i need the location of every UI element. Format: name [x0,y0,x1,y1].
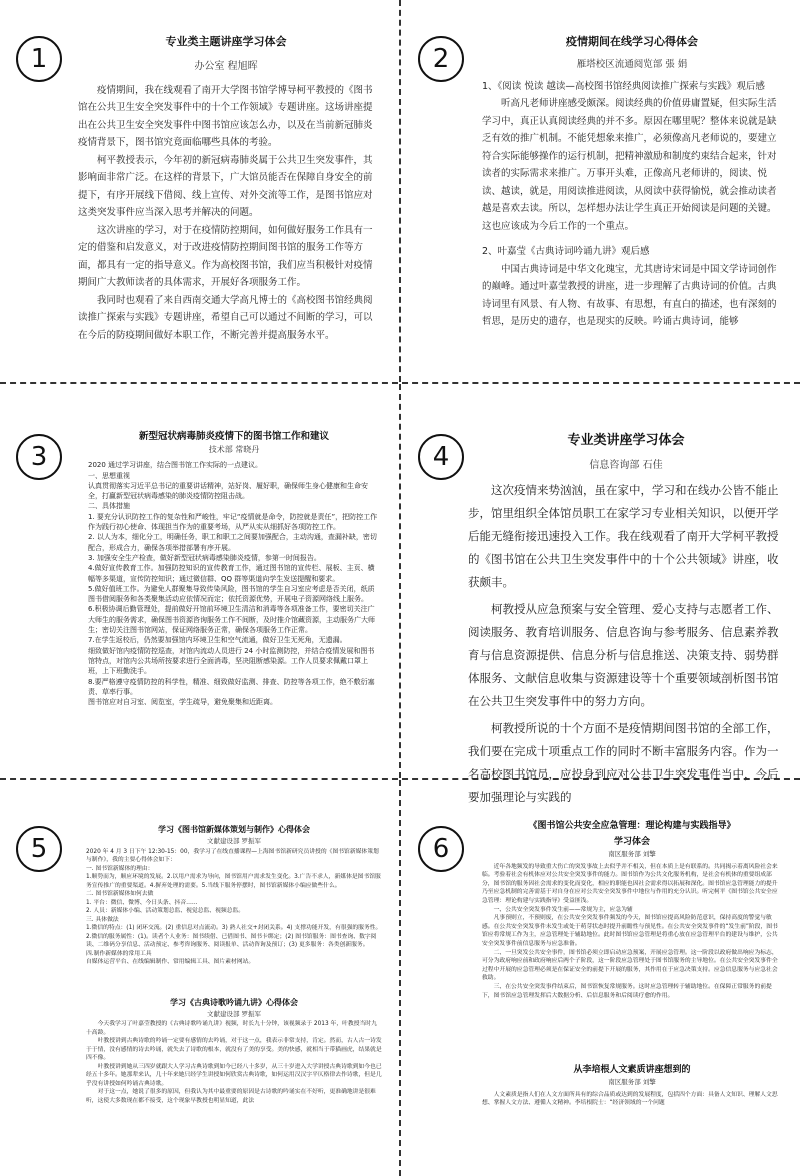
text-line: 四.制作新媒体的常用工具 [86,950,152,957]
text-line: 7.在学生返校后，仍然要加强馆内环境卫生和空气流通，做好卫生无死角，无遗漏。 [88,636,347,645]
document-title: 新型冠状病毒肺炎疫情下的图书馆工作和建议 [138,431,329,442]
paragraph: 我同时也观看了来自西南交通大学高凡博士的《高校图书馆经典阅读推广探索与实践》专题讲座，希望自己可以通过不间断的学习，可以在今后的防疫期间做好本职工作，不断完善并提高服务水平。 [78,294,373,341]
article-title: 从李培根人文素质讲座想到的 [573,1065,691,1076]
panel-number-badge: 5 [16,826,62,872]
spacer [482,235,782,243]
document-author: 雁塔校区流通阅览部 張 娟 [576,59,688,70]
article-title: 学习《古典诗歌吟诵九讲》心得体会 [170,997,298,1007]
paragraph: 今天我学习了叶嘉莹教授的《古典诗歌吟诵九讲》视频，时长九十分钟，该视频录于 2013 年，叶教授当时九十高龄。 [86,1021,377,1036]
section-heading: 2、叶嘉莹《古典诗词吟诵九讲》观后感 [482,246,650,257]
text-line: 1.顺势而为，顺应环境的发展。2.以用户需求为导向，图书馆用户需求发生变化。3.广告不求人，新媒体是图书馆服务宣传推广的重要渠道。4.摒弃处理的需要。5.当线下服务停摆时，图书馆新媒体小编应做些什么。 [86,874,381,889]
paragraph: 这次讲座的学习，对于在疫情防控期间，如何做好服务工作具有一定的借鉴和启发意义，对于改进疫情防控期间图书馆的服务工作等方面，都具有一定的指导意义。作为高校图书馆，我们应当积极针对疫情期间广大教师读者的具体需求，开展好各项服务工作。 [78,224,373,288]
text-line: 1.微信的特点：(1) 闭环交流。(2) 重信息对点流动。3) 熟人社交+封闭关系。4) 支撑功能开发，有很强的服务性。 [86,925,382,931]
paragraph: 二、一旦突发公共安全事件，图书馆必须立即启动应急预案，开展应急管理。这一阶段以政府做出响应为标志，可分为政府响应前和政府响应后两个子阶段，这一阶段应急管理处于图书馆服务的主导地位。在公共安全突发事件全过程中开展的应急管理必须是在保证安全的前提下开展的服务，其作用在于应急决策支持。应急信息服务与应急社会救助。 [482,949,778,982]
text-line: 1. 要充分认识防控工作的复杂性和严峻性，牢记“疫情就是命令，防控就是责任”，把防控工作作为践行初心使命、体现担当作为的重要考场，从严从实从细抓好各项防控工作。 [88,512,378,532]
panel-number-badge: 4 [418,434,464,480]
text-line: 一. 图书馆新媒体的理由： [86,865,154,872]
paragraph: 听高凡老师讲座感受颇深。阅读经典的价值毋庸置疑，但实际生活学习中，真正认真阅读经典的并不多。原因在哪里呢？整体来说就是缺乏有效的推广机制。不能凭想象来推广，必须像高凡老师说的，要建立符合实际能够操作的运行机制，把精神激励和制度约束结合起来，针对读者的实际需求来推广。万事开头难，正像高凡老师讲的，阅读、悦读、越读，就是，用阅读推进阅读，从阅读中获得愉悦，就会推动读者越是喜欢去读。所以，怎样想办法让学生真正开始阅读是问题的关键。这也应该成为今后工作的一个重点。 [482,98,777,232]
article-author: 文献建设部 罗振军 [206,1009,262,1018]
paragraph: 人文素质是指人们在人文方面所具有的综合品质或达到的发展程度，包括四个方面：具备人文知识、理解人文思想、掌握人文方法、遵循人文精神。李培根院士：“经济领域的一个问题 [482,1091,778,1107]
text-line: 5.做好值班工作。为避免人群聚集导致传染风险，图书馆的学生自习室应考虑是否关闭，纸质图书借阅服务和各类聚集活动应依情况而定；依托资源优势，开展电子资源网络线上服务。 [88,584,375,604]
column-divider-1 [399,0,401,382]
article-subtitle: 学习体会 [613,837,650,847]
panel-3-document [88,430,380,772]
paragraph: 这次疫情来势汹汹，虽在家中，学习和在线办公皆不能止步，馆里组织全体馆员职工在家学习专业相关知识，以便开学后能无缝衔接迅速投入工作。我在线观看了南开大学柯平教授的《图书馆在公共卫生突发事件中的十个公共领域》讲座，收获颇丰。 [468,483,779,589]
panel-1-document [78,34,374,374]
paragraph: 叶教授讲到古典诗歌的吟诵一定要有感情的去吟诵，对于这一点，我表示非常支持，肯定。然而，古人古一诗发于于情，没有感情的诗去吟诵，就失去了诗歌的根本，就没有了美的享受。美的快感，就相当于带猫画虎，结果就是四不像。 [86,1038,382,1061]
panel-number-badge: 3 [16,434,62,480]
text-line: 4.做好宣传教育工作。加强防控知识的宣传教育工作，通过图书馆的宣传栏、展板、主页、横幅等多渠道，宣传防控知识；通过微信群、QQ 群等渠道向学生发送提醒和要求。 [88,564,375,583]
paragraph: 柯教授所说的十个方面不是疫情期间图书馆的全部工作，我们要在完成十项重点工作的同时不断丰富服务内容。作为一名高校图书馆员，应投身到应对公共卫生突发事件当中，今后要加强理论与实践的 [468,721,779,804]
panel-number-badge: 2 [418,36,464,82]
paragraph: 柯平教授表示，今年初的新冠病毒肺炎属于公共卫生突发事件，其影响面非常广泛。在这样的背景下，广大馆员能否在保障自身安全的前提下，有序开展线下借阅、线上宣传、对外交流等工作，是图书馆应对这类突发事件应当深入思考并解决的问题。 [78,154,373,218]
document-title: 专业类讲座学习体会 [567,433,685,448]
paragraph: 对于这一点，她说了很多的原因，但我认为其中最重要的原因是古诗歌的吟诵实在不好听，更准确地讲是很难听，这使大多数现在都不接受，这个现象早教授也明显知道，此法 [86,1089,376,1104]
article-author: 南区服务部 刘擎 [608,850,656,858]
paragraph: 三、在公共安全突发事件结束后，图书馆恢复常规服务。这时应急管理转于辅助地位。在保障正常服务的前提下，图书馆应急管理发挥后大数据分析、后信息服务和后阅读疗愈的作用。 [482,983,772,999]
document-author: 信息咨询部 石佳 [589,460,663,471]
paragraph: 叶教授讲到她从三四岁就跟大人学习古典诗歌到如今已经八十多岁，从三十岁进入大学讲授古典诗歌到如今也已经五十多年。她那辈来认，几十年来她只经学生讲授如何欣赏古典诗歌，如何运用汉汉字平仄格律去作诗歌，但是几乎没有讲授如何吟诵古典诗歌。 [86,1063,382,1087]
paragraph: 近年各地频发的导致重大伤亡的突发事故上去似乎并不相关，但在本质上是有联系的。共同揭示着离风险社会来临。考验着社会有机体应对公共安全突发事件的能力。图书馆作为公共文化服务机构，是社会有机体的重要组成部分，图书馆的服务因社会需求的变化而变化，相应的职能也因社会需求得以拓展和深化。图书馆应急管理能力的提升乃至应急机制的完善需基于对自身在应对公共安全突发事件中地位与作用的充分认识。听完柯平《图书馆公共安全应急管理：理论构建与实践指导》受益匪浅。 [482,863,778,904]
document-author: 办公室 程旭晖 [194,61,258,72]
panel-4-document [468,432,784,804]
section-heading: 1、《阅读 悦读 越读—高校图书馆经典阅读推广探索与实践》观后感 [482,80,765,92]
paragraph: 凡事预则立，不预则废，在公共安全突发事件频发的今天，图书馆应提高风险防范意识，保持高度的警觉与敏感。在公共安全突发事件未发生或处于萌芽状态时提升前瞻性与预见性。在公共安全突发事件的“发生前”阶段，图书馆应将常规工作为主，应急管理处于辅助地位。此时图书馆应急管理是将重心放在应急管理平台的建设与维护，公共安全突发事件前信息服务与应急准备。 [482,915,778,947]
document-author: 技术部 常晓丹 [208,445,260,454]
text-line: 图书馆应对自习室、阅览室，学生疏导，避免聚集和近距离。 [88,698,277,707]
text-line: 8.要严格遵守疫情防控的科学性，精准、细致做好监测、排查、防控等各项工作，绝不敷衍塞责、草率行事。 [88,677,375,696]
panel-2-document [482,34,782,374]
text-line: 一、思想重视 [88,471,130,480]
panel-number-badge: 1 [16,36,62,82]
document-title: 疫情期间在线学习心得体会 [566,35,698,48]
text-line: 2020 年 4 月 3 日下午 12:30-15：00，我学习了在线直播课程—上海图书馆新研究员讲授的《图书馆新媒体策划与制作》，我的主要心得体会如下： [86,848,379,863]
text-line: 二、具体措施 [88,502,130,511]
column-divider-2 [399,384,401,778]
article-title: 学习《图书馆新媒体策划与制作》心得体会 [158,825,310,834]
panel-number-badge: 6 [418,826,464,872]
article-author: 南区服务部 刘擎 [608,1078,656,1087]
panel-6-document [482,820,782,1174]
text-line: 6.积极协调后勤管理处，提前做好开馆前环境卫生清洁和消毒等各项准备工作，要密切关注广大师生的服务需求，确保图书资源咨询服务工作不间断，及时推介馆藏资源，主动服务广大师生；密切关注图书馆网站，保证网络服务正常，确保各项服务工作正常。 [88,605,375,635]
article-author: 文献建设部 罗振军 [206,837,262,845]
column-divider-3 [399,780,401,1176]
panel-5-document [86,824,382,1174]
text-line: 细致做好馆内疫情防控巡查，对馆内流动人员进行 24 小时监测防控，并结合疫情发展和图书馆特点，对馆内公共场所按要求进行全面消毒，坚决阻断感染源。工作人员要求佩戴口罩上班，上下班勤洗手。 [88,646,375,676]
document-title: 专业类主题讲座学习体会 [165,35,287,48]
text-line: 自媒体运营平台、在线编辑制作、常用编辑工具、图片素材网站。 [86,959,255,965]
article-title: 《图书馆公共安全应急管理：理论构建与实践指导》 [528,821,736,831]
paragraph: 中国古典诗词是中华文化瑰宝，尤其唐诗宋词是中国文学诗词创作的巅峰。通过叶嘉莹教授的讲座，进一步理解了古典诗词的价值。古典诗词里有风景、有人物、有故事、有思想，有直白的描述，也有深刻的哲思，是历史的遗存，也是现实的反映。吟诵古典诗词，能够 [482,263,777,327]
text-line: 2. 人员：新媒体小编、活动策划总监、视觉总监、视频总监。 [86,908,245,914]
text-line: 2020 通过学习讲座，结合图书馆工作实际的一点建议。 [88,461,263,470]
text-line: 3. 加强安全生产检查，做好新型冠状病毒感染肺炎疫情，参第一时间报告。 [88,553,321,562]
text-line: 2.微信的服务属性：(1)。读者个人业务：图书续借、已借图书、图书卡绑定；(2) 图书馆服务：图书查询、数字阅读、二维码分享信息、活动预定、参考咨询服务、阅读报单、活动咨询及预订；(3) 更多服务：各类创新服务。 [86,933,377,948]
paragraph: 一、公共安全突发事件发生前——常规为主，应急为辅 [493,906,633,913]
text-line: 认真贯彻落实习近平总书记的重要讲话精神，站好岗、履好职，确保师生身心健康和生命安全，打赢新型冠状病毒感染的肺炎疫情防控阻击战。 [88,481,368,501]
paragraph: 柯教授从应急预案与安全管理、爱心支持与志愿者工作、阅读服务、教育培训服务、信息咨询与参考服务、信息素养教育与信息资源提供、信息分析与信息推送、决策支持、弱势群体服务、文献信息收集与资源建设等十个重要领域剖析图书馆在公共卫生突发事件中的努力方向。 [468,602,779,708]
text-line: 2. 以人为本，细化分工，明确任务，职工和职工之间要加强配合，主动沟通，查漏补缺，密切配合，形成合力，确保各项举措部署有序开展。 [88,533,377,552]
paragraph: 疫情期间，我在线观看了南开大学图书馆学博导柯平教授的《图书馆在公共卫生安全突发事件中的十个工作领域》专题讲座。这场讲座提出在公共卫生安全突发事件中图书馆应该怎么办，以及在当前新冠肺炎疫情背景下，图书馆究竟面临哪些具体的考验。 [78,84,373,148]
text-line: 二. 图书馆新媒体如何去做 [86,891,154,897]
text-line: 三. 具体做法 [86,916,119,923]
text-line: 1. 平台：微信、微博、今日头条、抖音…… [86,899,198,906]
